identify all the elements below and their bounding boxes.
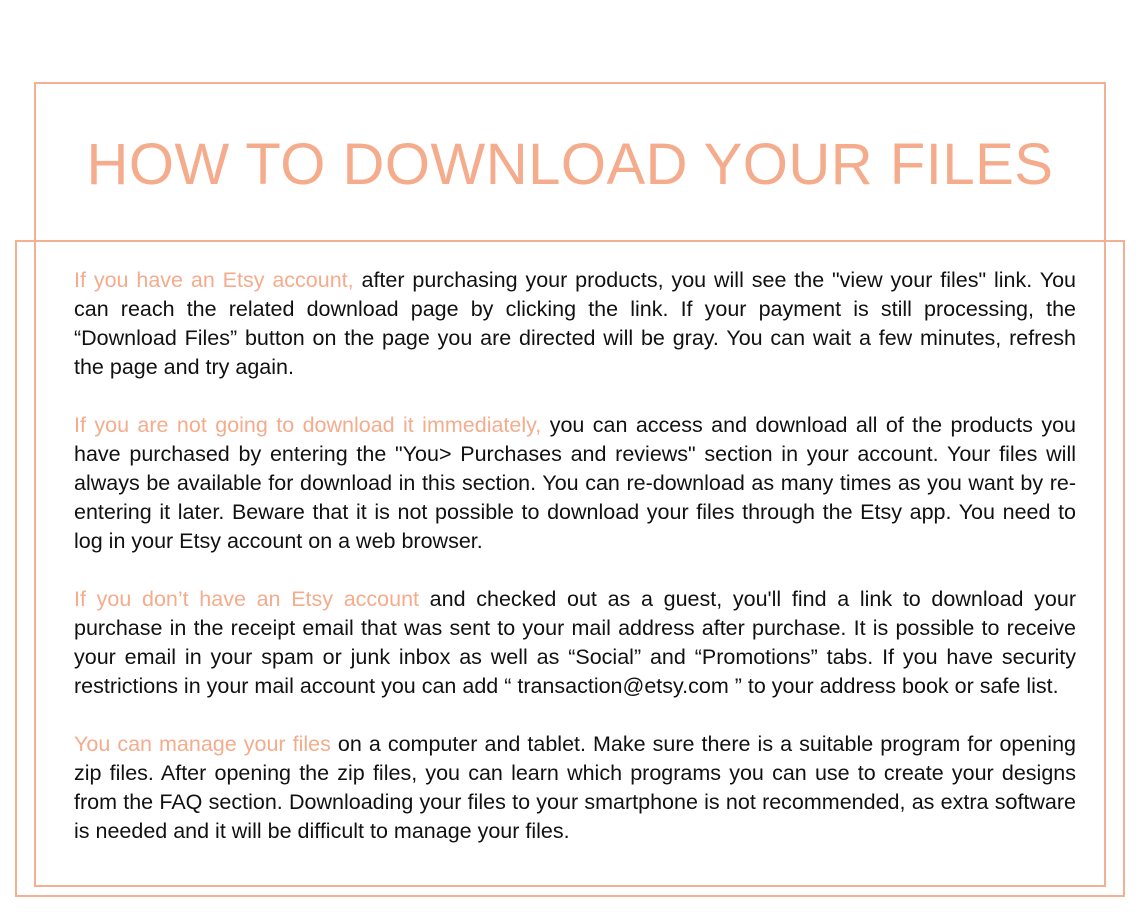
paragraph-guest-checkout	[74, 585, 1076, 701]
paragraph-text: you can access and download all of the products you have purchased by entering the "You> Purchases and reviews" section in your account. Your files will always be available for download in this section. You can re-download as many times as you want by re-entering it later. Beware that it is not possible to download your files through the Etsy app. You need to log in your Etsy account on a web browser.	[74, 413, 1076, 553]
paragraph-text: and checked out as a guest, you'll find a link to download your purchase in the receipt email that was sent to your mail address after purchase. It is possible to receive your email in your spam or junk inbox as well as “Social” and “Promotions” tabs. If you have security restrictions in your mail account you can add “ transaction@etsy.com ” to your address book or safe list.	[74, 587, 1076, 698]
instructions-body	[74, 266, 1076, 846]
paragraph-text: on a computer and tablet. Make sure there is a suitable program for opening zip files. After opening the zip files, you can learn which programs you can use to create your designs from the FAQ section. Downloading your files to your smartphone is not recommended, as extra software is needed and it will be difficult to manage your files.	[74, 732, 1076, 843]
paragraph-download-later	[74, 411, 1076, 556]
paragraph-etsy-account	[74, 266, 1076, 382]
paragraph-lead: You can manage your files	[74, 732, 331, 756]
paragraph-text: after purchasing your products, you will see the "view your files" link. You can reach the related download page by clicking the link. If your payment is still processing, the “Download Files” button on the page you are directed will be gray. You can wait a few minutes, refresh the page and try again.	[74, 268, 1076, 379]
paragraph-lead: If you don’t have an Etsy account	[74, 587, 419, 611]
page-title: HOW TO DOWNLOAD YOUR FILES	[86, 132, 1054, 197]
paragraph-manage-files	[74, 730, 1076, 846]
paragraph-lead: If you are not going to download it immediately,	[74, 413, 542, 437]
paragraph-lead: If you have an Etsy account,	[74, 268, 354, 292]
